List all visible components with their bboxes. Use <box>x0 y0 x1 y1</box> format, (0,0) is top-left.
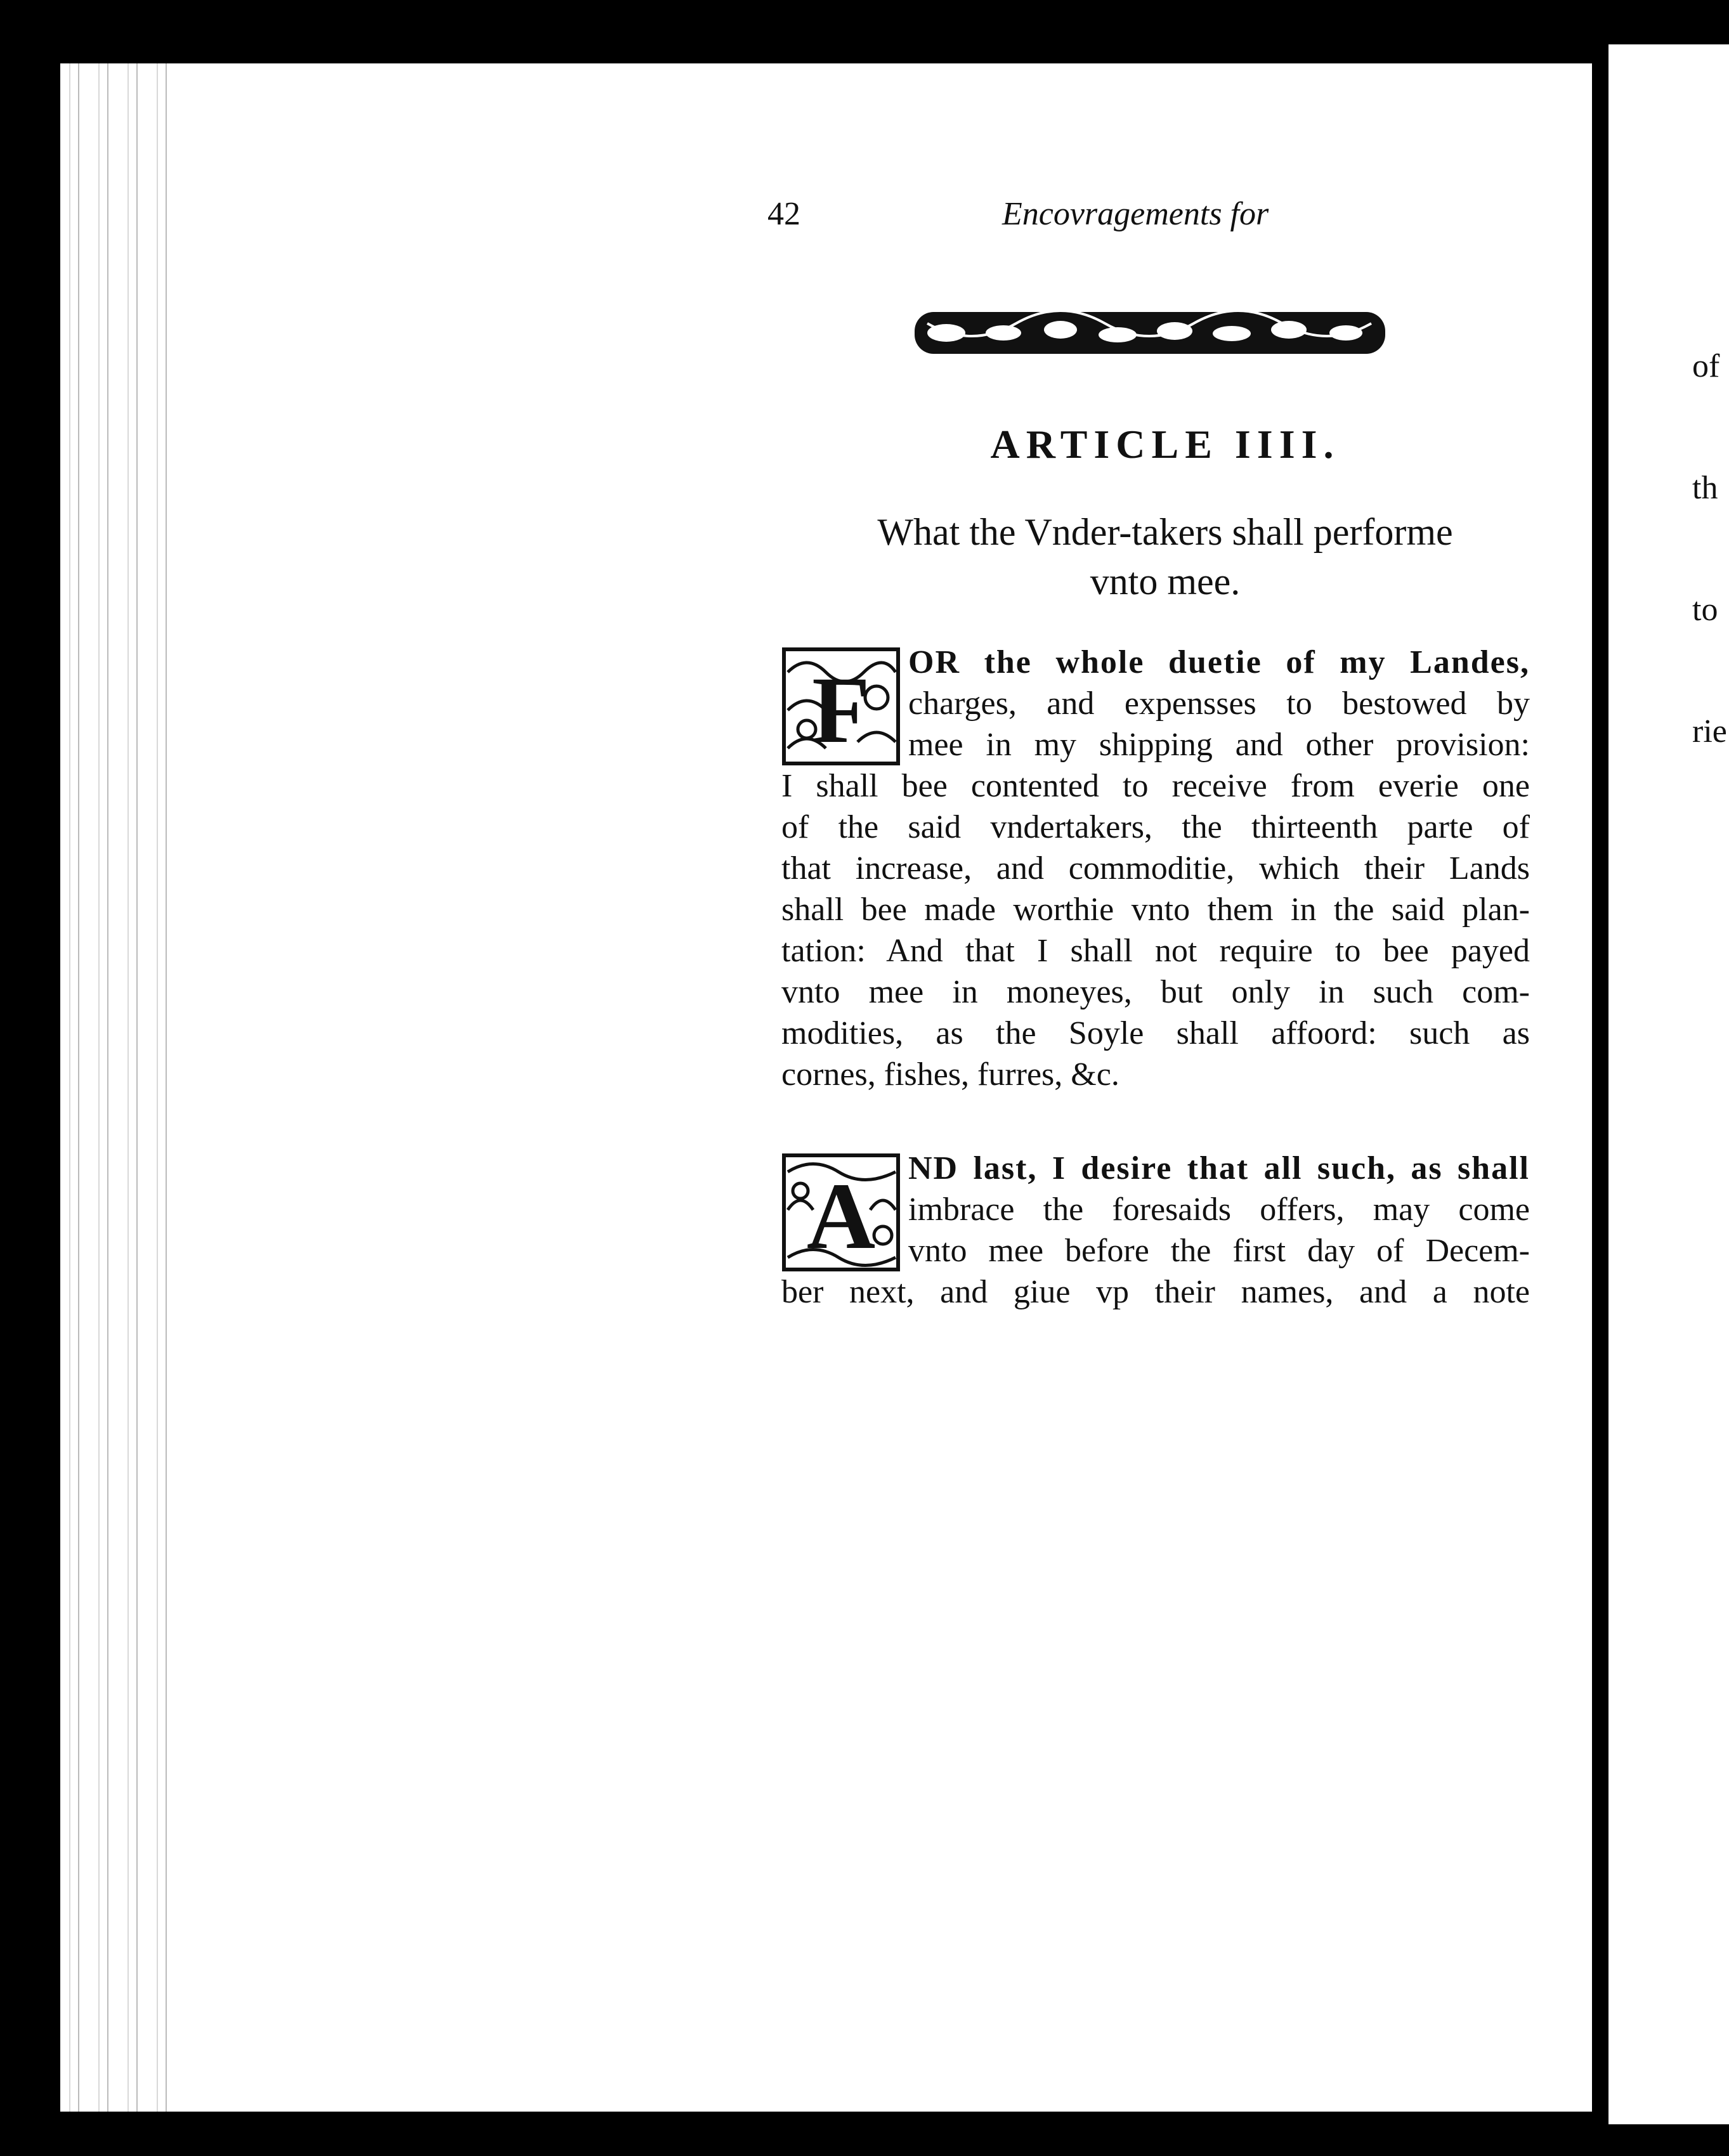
right-fragment: to <box>1692 592 1718 628</box>
page-number: 42 <box>767 196 800 232</box>
text-line: cornes, fishes, furres, &c. <box>781 1056 1119 1093</box>
text-line: OR the whole duetie of my Landes, <box>908 644 1530 680</box>
text-line: tation: And that I shall not require to bee payed <box>781 933 1530 969</box>
right-fragment: th <box>1692 470 1718 506</box>
text-line: vnto mee in moneyes, but only in such com- <box>781 974 1530 1010</box>
text-line: ber next, and giue vp their names, and a note <box>781 1274 1530 1310</box>
subtitle-line: vnto mee. <box>1090 561 1241 602</box>
text-line: ND last, I desire that all such, as shall <box>908 1150 1530 1186</box>
text-line: vnto mee before the first day of Decem- <box>908 1233 1530 1269</box>
running-title: Encovragements for <box>1002 196 1269 232</box>
text-line: modities, as the Soyle shall affoord: such as <box>781 1015 1530 1051</box>
text-line: shall bee made worthie vnto them in the said plan- <box>781 892 1530 928</box>
article-subtitle <box>781 507 1549 606</box>
running-head <box>767 195 1300 246</box>
right-fragment: of <box>1692 348 1720 384</box>
text-line: charges, and expensses to bestowed by <box>908 685 1530 722</box>
svg-text:A: A <box>806 1164 876 1269</box>
paragraph-1 <box>781 642 1530 1095</box>
text-line: that increase, and commoditie, which their Lands <box>781 850 1530 886</box>
text-line: imbrace the foresaids offers, may come <box>908 1192 1530 1228</box>
subtitle-line: What the Vnder-takers shall performe <box>877 511 1453 553</box>
text-line: of the said vndertakers, the thirteenth parte of <box>781 809 1530 845</box>
svg-text:F: F <box>812 658 870 763</box>
right-fragment: rie <box>1692 713 1727 750</box>
text-line: I shall bee contented to receive from everie one <box>781 768 1530 804</box>
text-line: mee in my shipping and other provision: <box>908 727 1530 763</box>
F-decorated-initial-icon <box>781 647 901 767</box>
headpiece-ornament-icon <box>908 298 1392 368</box>
right-page-text <box>1692 265 1727 793</box>
article-heading: ARTICLE IIII. <box>990 422 1340 467</box>
book-gutter <box>1592 51 1608 2124</box>
A-decorated-initial-icon <box>781 1153 901 1273</box>
paragraph-2 <box>781 1148 1530 1313</box>
page-edges <box>60 63 168 2112</box>
